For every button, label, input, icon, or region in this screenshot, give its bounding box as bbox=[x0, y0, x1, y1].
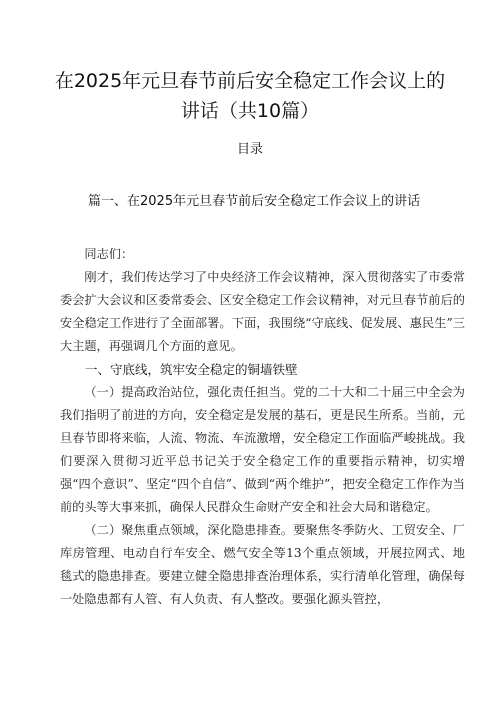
table-of-contents-label: 目录 bbox=[236, 142, 263, 157]
document-body bbox=[60, 243, 465, 611]
subheading: 一、守底线，筑牢安全稳定的铜墙铁壁 bbox=[85, 362, 298, 377]
document-title-line-2: 讲话（共10篇） bbox=[180, 100, 320, 122]
salutation: 同志们： bbox=[84, 247, 134, 261]
document-title-line-1: 在2025年元旦春节前后安全稳定工作会议上的 bbox=[54, 70, 446, 92]
document-title bbox=[40, 66, 460, 126]
body-paragraph: （二）聚焦重点领域，深化隐患排查。要聚焦冬季防火、工贸安全、厂库房管理、电动自行车安全、燃气安全等13个重点领域，开展拉网式、地毯式的隐患排查。要建立健全隐患排查治理体系，实行清单化管理，确保每一处隐患都有人管、有人负责、有人整改。要强化源头管控， bbox=[60, 523, 465, 606]
section-heading: 篇一、在2025年元旦春节前后安全稳定工作会议上的讲话 bbox=[88, 194, 421, 209]
body-paragraph: （一）提高政治站位，强化责任担当。党的二十大和二十届三中全会为我们指明了前进的方向，安全稳定是发展的基石，更是民生所系。当前，元旦春节即将来临，人流、物流、车流激增，安全稳定工作面临严峻挑战。我们要深入贯彻习近平总书记关于安全稳定工作的重要指示精神，切实增强“四个意识”、坚定“四个自信”、做到“两个维护”，把安全稳定工作作为当前的头等大事来抓，确保人民群众生命财产安全和社会大局和谐稳定。 bbox=[60, 385, 465, 514]
body-paragraph: 刚才，我们传达学习了中央经济工作会议精神，深入贯彻落实了市委常委会扩大会议和区委常委会、区安全稳定工作会议精神，对元旦春节前后的安全稳定工作进行了全面部署。下面，我围绕“守底线、促发展、惠民生”三大主题，再强调几个方面的意见。 bbox=[60, 270, 465, 353]
